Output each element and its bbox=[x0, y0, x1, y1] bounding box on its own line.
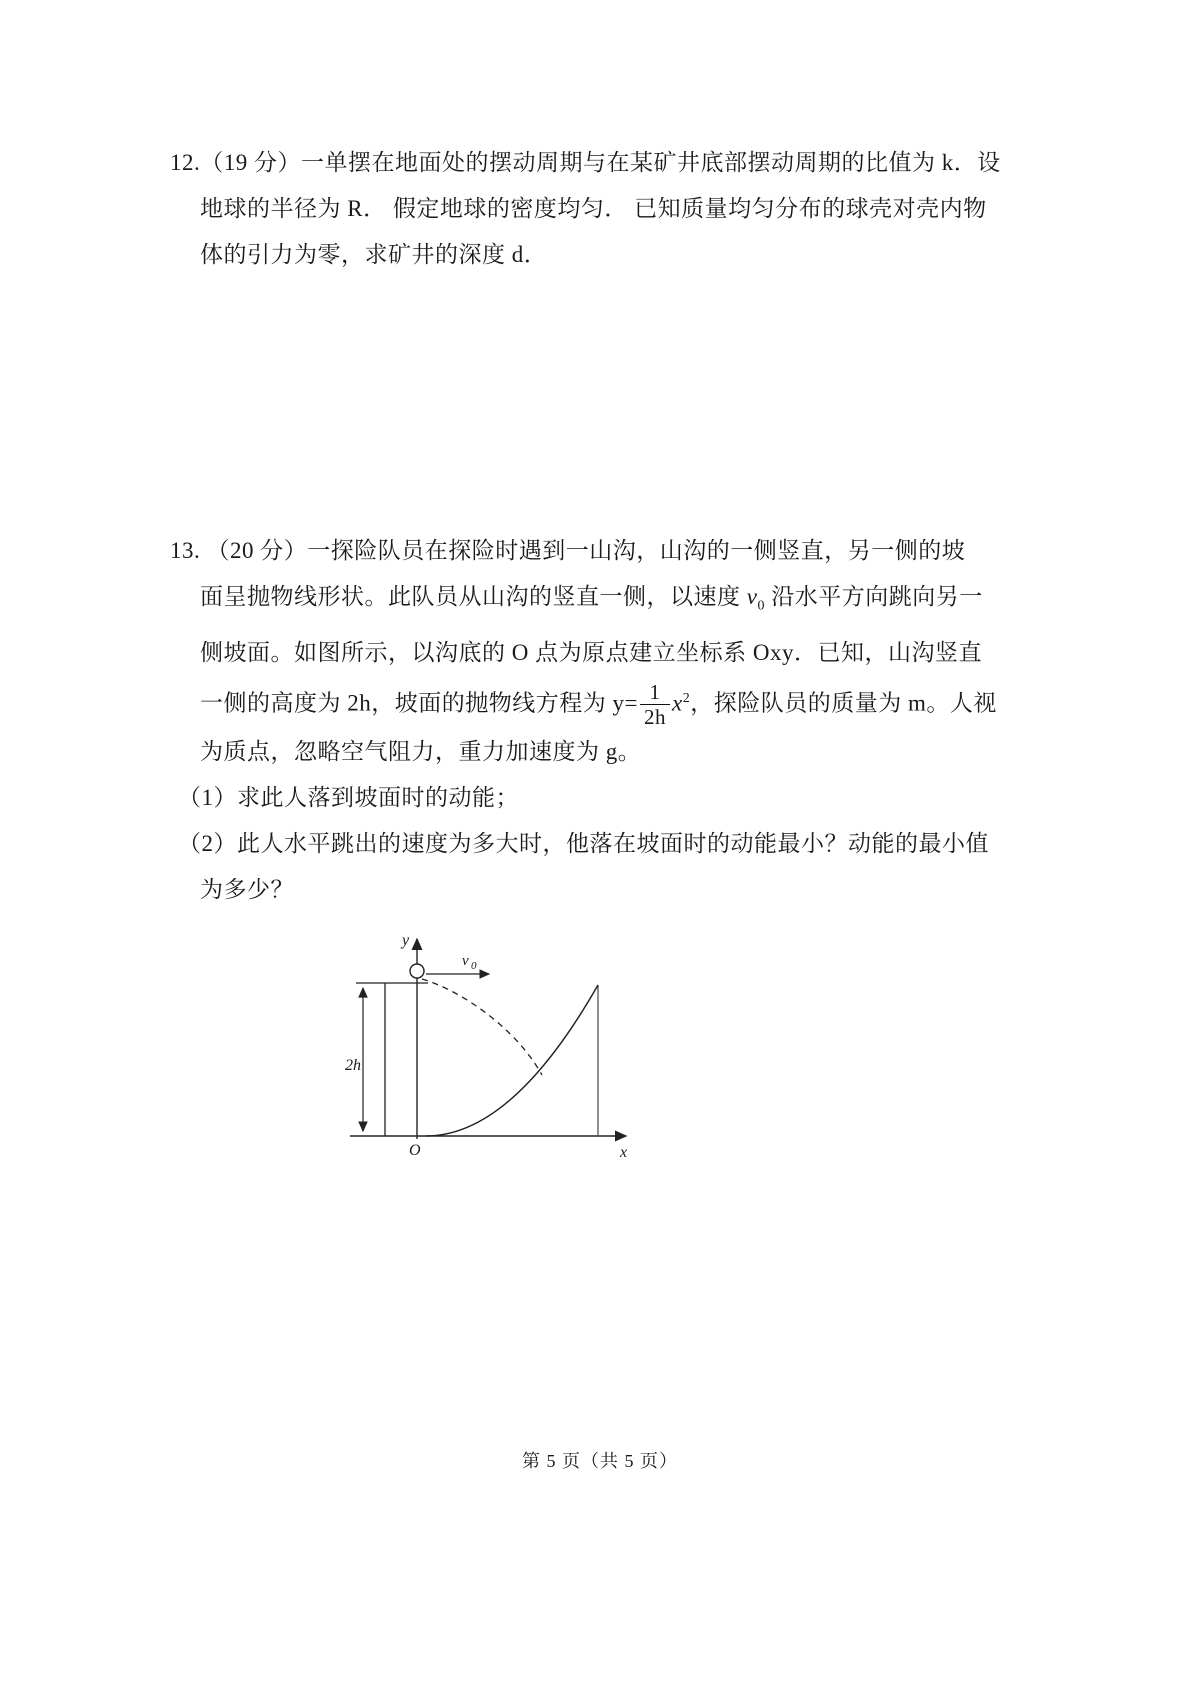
person-circle bbox=[410, 964, 424, 978]
gully-diagram bbox=[342, 923, 652, 1178]
trajectory-dashed-curve bbox=[422, 979, 542, 1075]
question-13 bbox=[170, 528, 1080, 1178]
velocity-label: v bbox=[462, 952, 469, 969]
question-13-line-2-text: 面呈抛物线形状。此队员从山沟的竖直一侧，以速度 bbox=[200, 584, 747, 609]
question-13-line-4 bbox=[200, 676, 1080, 729]
question-13-line-2-rest: 沿水平方向跳向另一 bbox=[764, 584, 983, 609]
origin-label: O bbox=[409, 1141, 421, 1159]
velocity-subscript: 0 bbox=[757, 598, 765, 614]
fraction bbox=[640, 681, 670, 728]
answer-space bbox=[0, 278, 1200, 528]
fraction-denominator: 2h bbox=[643, 705, 666, 730]
height-label: 2h bbox=[345, 1056, 361, 1074]
question-13-line-5: 为质点，忽略空气阻力，重力加速度为 g。 bbox=[200, 738, 642, 764]
fraction-numerator: 1 bbox=[640, 681, 670, 705]
question-13-line-2 bbox=[200, 574, 1080, 630]
question-12-line-2: 地球的半径为 R． 假定地球的密度均匀． 已知质量均匀分布的球壳对壳内物 bbox=[200, 196, 987, 221]
velocity-symbol: v bbox=[746, 584, 758, 609]
x-exponent: 2 bbox=[682, 690, 691, 706]
question-13-line-4-rest: ，探险队员的质量为 m。人视 bbox=[690, 690, 997, 716]
question-13-figure bbox=[342, 923, 1080, 1178]
page-footer: 第 5 页（共 5 页） bbox=[522, 1451, 678, 1471]
x-axis-label: x bbox=[620, 1143, 628, 1161]
question-13-part-2-line-2: 为多少？ bbox=[200, 876, 294, 902]
question-13-line-4-text: 一侧的高度为 2h，坡面的抛物线方程为 y= bbox=[200, 690, 638, 716]
x-variable: x bbox=[671, 690, 683, 716]
question-12-line-3: 体的引力为零，求矿井的深度 d． bbox=[200, 242, 548, 267]
question-13-line-3: 侧坡面。如图所示，以沟底的 O 点为原点建立坐标系 Oxy．已知，山沟竖直 bbox=[200, 639, 982, 665]
y-axis-label: y bbox=[402, 931, 410, 949]
slope-parabola-curve bbox=[426, 985, 598, 1136]
question-12 bbox=[170, 0, 1080, 278]
question-13-part-1: （1）求此人落到坡面时的动能； bbox=[178, 784, 519, 810]
question-13-part-2-line-1: （2）此人水平跳出的速度为多大时，他落在坡面时的动能最小？动能的最小值 bbox=[178, 830, 989, 856]
question-12-line-1: 12.（19 分）一单摆在地面处的摆动周期与在某矿井底部摆动周期的比值为 k．设 bbox=[170, 150, 1001, 175]
velocity-label-subscript: 0 bbox=[471, 959, 477, 972]
question-13-line-1: 13. （20 分）一探险队员在探险时遇到一山沟，山沟的一侧竖直，另一侧的坡 bbox=[170, 538, 966, 563]
